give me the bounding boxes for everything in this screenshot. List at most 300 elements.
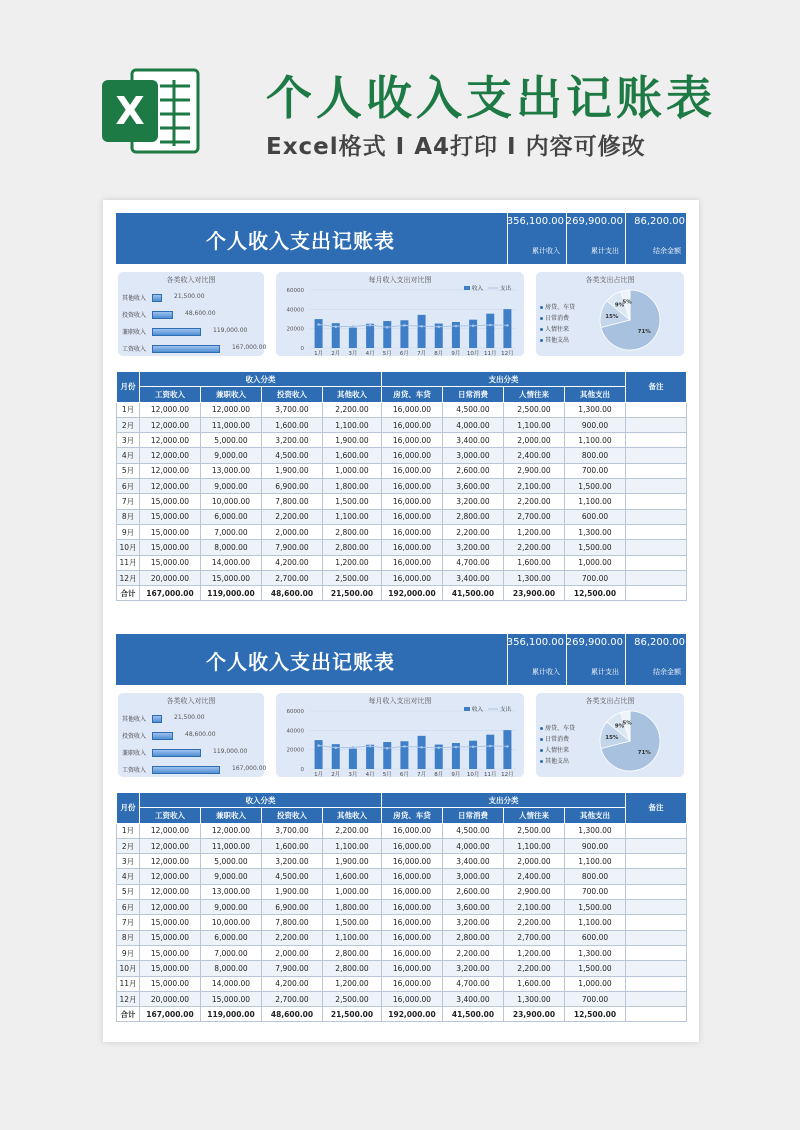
amount-cell[interactable]: 1,800.00 (323, 900, 382, 915)
note-cell[interactable] (626, 463, 687, 478)
stat-balance (625, 213, 687, 264)
amount-cell[interactable]: 3,600.00 (443, 900, 504, 915)
total-cell: 21,500.00 (323, 586, 382, 601)
amount-cell[interactable]: 4,700.00 (443, 976, 504, 991)
amount-cell[interactable]: 16,000.00 (382, 540, 443, 555)
column-header: 兼职收入 (201, 808, 262, 823)
amount-cell[interactable]: 16,000.00 (382, 417, 443, 432)
amount-cell[interactable]: 1,200.00 (504, 524, 565, 539)
amount-cell[interactable]: 20,000.00 (140, 991, 201, 1006)
note-cell[interactable] (626, 945, 687, 960)
amount-cell[interactable]: 12,000.00 (140, 900, 201, 915)
amount-cell[interactable]: 8,000.00 (201, 961, 262, 976)
amount-cell[interactable]: 2,500.00 (323, 570, 382, 585)
amount-cell[interactable]: 1,900.00 (323, 854, 382, 869)
amount-cell[interactable]: 4,000.00 (443, 838, 504, 853)
amount-cell[interactable]: 700.00 (565, 463, 626, 478)
note-cell[interactable] (626, 555, 687, 570)
amount-cell[interactable]: 1,100.00 (323, 509, 382, 524)
amount-cell[interactable]: 1,600.00 (323, 448, 382, 463)
column-header: 房贷、车贷 (382, 387, 443, 402)
amount-cell[interactable]: 1,100.00 (504, 417, 565, 432)
amount-cell[interactable]: 2,800.00 (323, 945, 382, 960)
amount-cell[interactable]: 3,000.00 (443, 869, 504, 884)
amount-cell[interactable]: 16,000.00 (382, 402, 443, 417)
month-cell[interactable]: 5月 (117, 884, 140, 899)
month-cell[interactable]: 2月 (117, 838, 140, 853)
amount-cell[interactable]: 16,000.00 (382, 869, 443, 884)
legend-income-label: 收入 (472, 707, 484, 713)
amount-cell[interactable]: 2,000.00 (262, 945, 323, 960)
amount-cell[interactable]: 10,000.00 (201, 494, 262, 509)
amount-cell[interactable]: 1,200.00 (323, 555, 382, 570)
amount-cell[interactable]: 2,700.00 (504, 930, 565, 945)
amount-cell[interactable]: 2,200.00 (504, 494, 565, 509)
amount-cell[interactable]: 16,000.00 (382, 991, 443, 1006)
month-cell[interactable]: 5月 (117, 463, 140, 478)
amount-cell[interactable]: 12,000.00 (140, 823, 201, 838)
amount-cell[interactable]: 4,200.00 (262, 976, 323, 991)
x-tick-label: 8月 (434, 351, 444, 356)
amount-cell[interactable]: 16,000.00 (382, 823, 443, 838)
amount-cell[interactable]: 4,200.00 (262, 555, 323, 570)
month-cell[interactable]: 10月 (117, 540, 140, 555)
y-tick-label: 60000 (286, 288, 304, 294)
total-cell: 119,000.00 (201, 586, 262, 601)
amount-cell[interactable]: 3,200.00 (443, 540, 504, 555)
amount-cell[interactable]: 12,000.00 (140, 463, 201, 478)
amount-cell[interactable]: 15,000.00 (140, 524, 201, 539)
note-cell[interactable] (626, 838, 687, 853)
income-bar (349, 749, 357, 769)
amount-cell[interactable]: 1,900.00 (262, 463, 323, 478)
month-cell[interactable]: 6月 (117, 900, 140, 915)
amount-cell[interactable]: 12,000.00 (140, 838, 201, 853)
expense-point (334, 325, 337, 328)
amount-cell[interactable]: 2,600.00 (443, 463, 504, 478)
expense-point (369, 324, 372, 327)
expense-chart-panel (536, 272, 684, 356)
x-tick-label: 9月 (451, 772, 461, 777)
table-row (117, 823, 687, 838)
amount-cell[interactable]: 2,800.00 (323, 540, 382, 555)
note-cell[interactable] (626, 570, 687, 585)
x-tick-label: 12月 (501, 351, 514, 356)
y-tick-label: 60000 (286, 709, 304, 715)
amount-cell[interactable]: 20,000.00 (140, 570, 201, 585)
amount-cell[interactable]: 2,200.00 (443, 524, 504, 539)
amount-cell[interactable]: 1,300.00 (565, 524, 626, 539)
amount-cell[interactable]: 7,900.00 (262, 540, 323, 555)
legend-income-swatch (464, 286, 470, 290)
income-bar (152, 766, 220, 774)
amount-cell[interactable]: 900.00 (565, 417, 626, 432)
amount-cell[interactable]: 3,700.00 (262, 402, 323, 417)
amount-cell[interactable]: 16,000.00 (382, 900, 443, 915)
amount-cell[interactable]: 1,200.00 (504, 945, 565, 960)
expense-point (472, 324, 475, 327)
note-header: 备注 (626, 793, 687, 824)
month-cell[interactable]: 12月 (117, 991, 140, 1006)
month-cell[interactable]: 11月 (117, 555, 140, 570)
month-header: 月份 (117, 793, 140, 824)
month-cell[interactable]: 8月 (117, 509, 140, 524)
amount-cell[interactable]: 12,000.00 (140, 417, 201, 432)
amount-cell[interactable]: 2,700.00 (504, 509, 565, 524)
amount-cell[interactable]: 5,000.00 (201, 433, 262, 448)
amount-cell[interactable]: 16,000.00 (382, 961, 443, 976)
note-cell[interactable] (626, 854, 687, 869)
stat-value: 269,900.00 (565, 637, 623, 648)
x-tick-label: 4月 (365, 772, 375, 777)
income-bar (486, 314, 494, 348)
amount-cell[interactable]: 12,000.00 (140, 448, 201, 463)
amount-cell[interactable]: 2,700.00 (262, 991, 323, 1006)
amount-cell[interactable]: 1,600.00 (504, 976, 565, 991)
ledger-block (116, 213, 686, 608)
amount-cell[interactable]: 1,100.00 (565, 433, 626, 448)
stat-total-expense (566, 634, 625, 685)
amount-cell[interactable]: 16,000.00 (382, 884, 443, 899)
preview-sheet (103, 200, 699, 1042)
amount-cell[interactable]: 6,900.00 (262, 900, 323, 915)
amount-cell[interactable]: 3,200.00 (262, 433, 323, 448)
note-cell[interactable] (626, 433, 687, 448)
income-bar-row (122, 309, 262, 319)
column-header: 房贷、车贷 (382, 808, 443, 823)
amount-cell[interactable]: 4,700.00 (443, 555, 504, 570)
amount-cell[interactable]: 15,000.00 (140, 976, 201, 991)
amount-cell[interactable]: 15,000.00 (140, 509, 201, 524)
amount-cell[interactable]: 1,500.00 (565, 961, 626, 976)
amount-cell[interactable]: 5,000.00 (201, 854, 262, 869)
amount-cell[interactable]: 800.00 (565, 869, 626, 884)
amount-cell[interactable]: 1,000.00 (323, 463, 382, 478)
amount-cell[interactable]: 2,800.00 (443, 930, 504, 945)
amount-cell[interactable]: 2,100.00 (504, 900, 565, 915)
bar-value-label: 119,000.00 (213, 327, 248, 334)
amount-cell[interactable]: 800.00 (565, 448, 626, 463)
expense-point (437, 325, 440, 328)
amount-cell[interactable]: 3,600.00 (443, 479, 504, 494)
amount-cell[interactable]: 3,700.00 (262, 823, 323, 838)
note-cell[interactable] (626, 448, 687, 463)
amount-cell[interactable]: 16,000.00 (382, 570, 443, 585)
amount-cell[interactable]: 2,400.00 (504, 869, 565, 884)
amount-cell[interactable]: 2,000.00 (504, 433, 565, 448)
amount-cell[interactable]: 16,000.00 (382, 463, 443, 478)
amount-cell[interactable]: 15,000.00 (140, 555, 201, 570)
amount-cell[interactable]: 15,000.00 (201, 570, 262, 585)
month-cell[interactable]: 3月 (117, 854, 140, 869)
amount-cell[interactable]: 12,000.00 (140, 479, 201, 494)
amount-cell[interactable]: 2,200.00 (262, 509, 323, 524)
amount-cell[interactable]: 600.00 (565, 930, 626, 945)
month-cell[interactable]: 7月 (117, 494, 140, 509)
total-cell: 12,500.00 (565, 1007, 626, 1022)
month-cell[interactable]: 9月 (117, 524, 140, 539)
ledger-banner (116, 634, 686, 685)
amount-cell[interactable]: 3,000.00 (443, 448, 504, 463)
month-cell[interactable]: 12月 (117, 570, 140, 585)
amount-cell[interactable]: 16,000.00 (382, 555, 443, 570)
table-row (117, 524, 687, 539)
amount-cell[interactable]: 2,000.00 (262, 524, 323, 539)
amount-cell[interactable]: 3,400.00 (443, 433, 504, 448)
month-cell[interactable]: 10月 (117, 961, 140, 976)
amount-cell[interactable]: 15,000.00 (140, 961, 201, 976)
amount-cell[interactable]: 12,000.00 (140, 402, 201, 417)
amount-cell[interactable]: 1,300.00 (565, 945, 626, 960)
amount-cell[interactable]: 2,800.00 (443, 509, 504, 524)
amount-cell[interactable]: 4,500.00 (262, 448, 323, 463)
amount-cell[interactable]: 16,000.00 (382, 509, 443, 524)
amount-cell[interactable]: 16,000.00 (382, 930, 443, 945)
amount-cell[interactable]: 7,900.00 (262, 961, 323, 976)
amount-cell[interactable]: 16,000.00 (382, 448, 443, 463)
page-subtitle: Excel格式 I A4打印 I 内容可修改 (266, 134, 646, 160)
amount-cell[interactable]: 16,000.00 (382, 479, 443, 494)
amount-cell[interactable]: 12,000.00 (140, 433, 201, 448)
month-cell[interactable]: 11月 (117, 976, 140, 991)
amount-cell[interactable]: 1,500.00 (565, 900, 626, 915)
note-cell[interactable] (626, 823, 687, 838)
amount-cell[interactable]: 2,900.00 (504, 463, 565, 478)
amount-cell[interactable]: 3,400.00 (443, 991, 504, 1006)
amount-cell[interactable]: 6,000.00 (201, 930, 262, 945)
amount-cell[interactable]: 2,700.00 (262, 570, 323, 585)
amount-cell[interactable]: 2,500.00 (504, 823, 565, 838)
table-row (117, 900, 687, 915)
table-row (117, 945, 687, 960)
month-cell[interactable]: 6月 (117, 479, 140, 494)
amount-cell[interactable]: 600.00 (565, 509, 626, 524)
amount-cell[interactable]: 12,000.00 (140, 854, 201, 869)
note-cell[interactable] (626, 494, 687, 509)
note-cell[interactable] (626, 402, 687, 417)
amount-cell[interactable]: 7,800.00 (262, 915, 323, 930)
expense-point (420, 325, 423, 328)
income-chart-panel (118, 693, 267, 777)
amount-cell[interactable]: 6,900.00 (262, 479, 323, 494)
income-bar-row (122, 747, 262, 757)
amount-cell[interactable]: 2,400.00 (504, 448, 565, 463)
income-chart-panel (118, 272, 267, 356)
note-cell[interactable] (626, 884, 687, 899)
amount-cell[interactable]: 11,000.00 (201, 838, 262, 853)
legend-label: 人情往来 (545, 747, 570, 754)
amount-cell[interactable]: 1,600.00 (323, 869, 382, 884)
amount-cell[interactable]: 15,000.00 (140, 540, 201, 555)
note-cell[interactable] (626, 991, 687, 1006)
month-cell[interactable]: 3月 (117, 433, 140, 448)
amount-cell[interactable]: 7,000.00 (201, 945, 262, 960)
amount-cell[interactable]: 700.00 (565, 570, 626, 585)
amount-cell[interactable]: 1,100.00 (504, 838, 565, 853)
amount-cell[interactable]: 1,100.00 (565, 494, 626, 509)
total-cell: 23,900.00 (504, 1007, 565, 1022)
amount-cell[interactable]: 16,000.00 (382, 494, 443, 509)
amount-cell[interactable]: 1,000.00 (565, 555, 626, 570)
note-cell[interactable] (626, 479, 687, 494)
amount-cell[interactable]: 7,800.00 (262, 494, 323, 509)
amount-cell[interactable]: 1,800.00 (323, 479, 382, 494)
amount-cell[interactable]: 1,900.00 (323, 433, 382, 448)
amount-cell[interactable]: 16,000.00 (382, 838, 443, 853)
note-cell[interactable] (626, 586, 687, 601)
amount-cell[interactable]: 2,000.00 (504, 854, 565, 869)
table-row (117, 961, 687, 976)
legend-expense-label: 支出 (500, 286, 512, 292)
x-tick-label: 12月 (501, 772, 514, 777)
table-row (117, 838, 687, 853)
amount-cell[interactable]: 1,500.00 (565, 479, 626, 494)
amount-cell[interactable]: 2,200.00 (504, 540, 565, 555)
amount-cell[interactable]: 14,000.00 (201, 976, 262, 991)
month-cell[interactable]: 4月 (117, 869, 140, 884)
amount-cell[interactable]: 3,200.00 (262, 854, 323, 869)
amount-cell[interactable]: 10,000.00 (201, 915, 262, 930)
amount-cell[interactable]: 11,000.00 (201, 417, 262, 432)
total-row (117, 586, 687, 601)
amount-cell[interactable]: 12,000.00 (201, 402, 262, 417)
amount-cell[interactable]: 1,000.00 (323, 884, 382, 899)
amount-cell[interactable]: 3,200.00 (443, 494, 504, 509)
note-cell[interactable] (626, 417, 687, 432)
amount-cell[interactable]: 1,600.00 (504, 555, 565, 570)
pie-slice-label: 5% (622, 299, 632, 306)
amount-cell[interactable]: 1,100.00 (323, 930, 382, 945)
amount-cell[interactable]: 900.00 (565, 838, 626, 853)
amount-cell[interactable]: 14,000.00 (201, 555, 262, 570)
amount-cell[interactable]: 16,000.00 (382, 976, 443, 991)
amount-cell[interactable]: 1,300.00 (565, 823, 626, 838)
amount-cell[interactable]: 16,000.00 (382, 524, 443, 539)
amount-cell[interactable]: 1,000.00 (565, 976, 626, 991)
amount-cell[interactable]: 700.00 (565, 884, 626, 899)
month-cell[interactable]: 2月 (117, 417, 140, 432)
note-cell[interactable] (626, 869, 687, 884)
amount-cell[interactable]: 12,000.00 (140, 884, 201, 899)
amount-cell[interactable]: 4,000.00 (443, 417, 504, 432)
stat-value: 269,900.00 (565, 216, 623, 227)
amount-cell[interactable]: 4,500.00 (443, 823, 504, 838)
note-cell[interactable] (626, 976, 687, 991)
amount-cell[interactable]: 700.00 (565, 991, 626, 1006)
amount-cell[interactable]: 2,200.00 (262, 930, 323, 945)
amount-cell[interactable]: 1,300.00 (565, 402, 626, 417)
amount-cell[interactable]: 3,400.00 (443, 570, 504, 585)
amount-cell[interactable]: 2,900.00 (504, 884, 565, 899)
amount-cell[interactable]: 12,000.00 (201, 823, 262, 838)
amount-cell[interactable]: 1,200.00 (323, 976, 382, 991)
amount-cell[interactable]: 2,200.00 (323, 402, 382, 417)
note-cell[interactable] (626, 524, 687, 539)
amount-cell[interactable]: 1,600.00 (262, 417, 323, 432)
amount-cell[interactable]: 9,000.00 (201, 448, 262, 463)
amount-cell[interactable]: 15,000.00 (140, 494, 201, 509)
month-cell[interactable]: 1月 (117, 402, 140, 417)
amount-cell[interactable]: 6,000.00 (201, 509, 262, 524)
amount-cell[interactable]: 2,100.00 (504, 479, 565, 494)
note-cell[interactable] (626, 900, 687, 915)
amount-cell[interactable]: 2,800.00 (323, 961, 382, 976)
chart-title: 各类收入对比图 (166, 697, 216, 705)
table-row (117, 417, 687, 432)
amount-cell[interactable]: 9,000.00 (201, 869, 262, 884)
amount-cell[interactable]: 2,800.00 (323, 524, 382, 539)
amount-cell[interactable]: 1,100.00 (565, 915, 626, 930)
month-cell[interactable]: 7月 (117, 915, 140, 930)
amount-cell[interactable]: 1,100.00 (323, 417, 382, 432)
note-cell[interactable] (626, 540, 687, 555)
amount-cell[interactable]: 2,200.00 (443, 945, 504, 960)
amount-cell[interactable]: 1,500.00 (323, 494, 382, 509)
amount-cell[interactable]: 1,500.00 (565, 540, 626, 555)
note-cell[interactable] (626, 930, 687, 945)
amount-cell[interactable]: 1,300.00 (504, 991, 565, 1006)
amount-cell[interactable]: 2,200.00 (504, 915, 565, 930)
amount-cell[interactable]: 9,000.00 (201, 479, 262, 494)
note-cell[interactable] (626, 961, 687, 976)
amount-cell[interactable]: 9,000.00 (201, 900, 262, 915)
amount-cell[interactable]: 2,500.00 (323, 991, 382, 1006)
table-row (117, 433, 687, 448)
amount-cell[interactable]: 1,600.00 (262, 838, 323, 853)
amount-cell[interactable]: 1,500.00 (323, 915, 382, 930)
amount-cell[interactable]: 1,100.00 (565, 854, 626, 869)
pie-slice-label: 15% (605, 734, 619, 741)
amount-cell[interactable]: 15,000.00 (140, 945, 201, 960)
amount-cell[interactable]: 13,000.00 (201, 884, 262, 899)
amount-cell[interactable]: 2,600.00 (443, 884, 504, 899)
amount-cell[interactable]: 15,000.00 (201, 991, 262, 1006)
amount-cell[interactable]: 7,000.00 (201, 524, 262, 539)
bar-value-label: 167,000.00 (232, 344, 267, 351)
amount-cell[interactable]: 15,000.00 (140, 915, 201, 930)
amount-cell[interactable]: 8,000.00 (201, 540, 262, 555)
amount-cell[interactable]: 4,500.00 (443, 402, 504, 417)
amount-cell[interactable]: 2,200.00 (323, 823, 382, 838)
amount-cell[interactable]: 13,000.00 (201, 463, 262, 478)
month-cell[interactable]: 9月 (117, 945, 140, 960)
note-cell[interactable] (626, 509, 687, 524)
amount-cell[interactable]: 1,900.00 (262, 884, 323, 899)
amount-cell[interactable]: 1,100.00 (323, 838, 382, 853)
amount-cell[interactable]: 3,400.00 (443, 854, 504, 869)
amount-cell[interactable]: 15,000.00 (140, 930, 201, 945)
amount-cell[interactable]: 2,500.00 (504, 402, 565, 417)
amount-cell[interactable]: 16,000.00 (382, 915, 443, 930)
table-row (117, 448, 687, 463)
amount-cell[interactable]: 3,200.00 (443, 961, 504, 976)
month-cell[interactable]: 8月 (117, 930, 140, 945)
amount-cell[interactable]: 16,000.00 (382, 945, 443, 960)
amount-cell[interactable]: 16,000.00 (382, 854, 443, 869)
month-cell[interactable]: 1月 (117, 823, 140, 838)
amount-cell[interactable]: 1,300.00 (504, 570, 565, 585)
income-bar (152, 345, 220, 353)
note-cell[interactable] (626, 915, 687, 930)
amount-cell[interactable]: 4,500.00 (262, 869, 323, 884)
month-cell[interactable]: 4月 (117, 448, 140, 463)
amount-cell[interactable]: 16,000.00 (382, 433, 443, 448)
amount-cell[interactable]: 2,200.00 (504, 961, 565, 976)
income-bar-row (122, 343, 267, 353)
note-cell[interactable] (626, 1007, 687, 1022)
amount-cell[interactable]: 3,200.00 (443, 915, 504, 930)
amount-cell[interactable]: 12,000.00 (140, 869, 201, 884)
